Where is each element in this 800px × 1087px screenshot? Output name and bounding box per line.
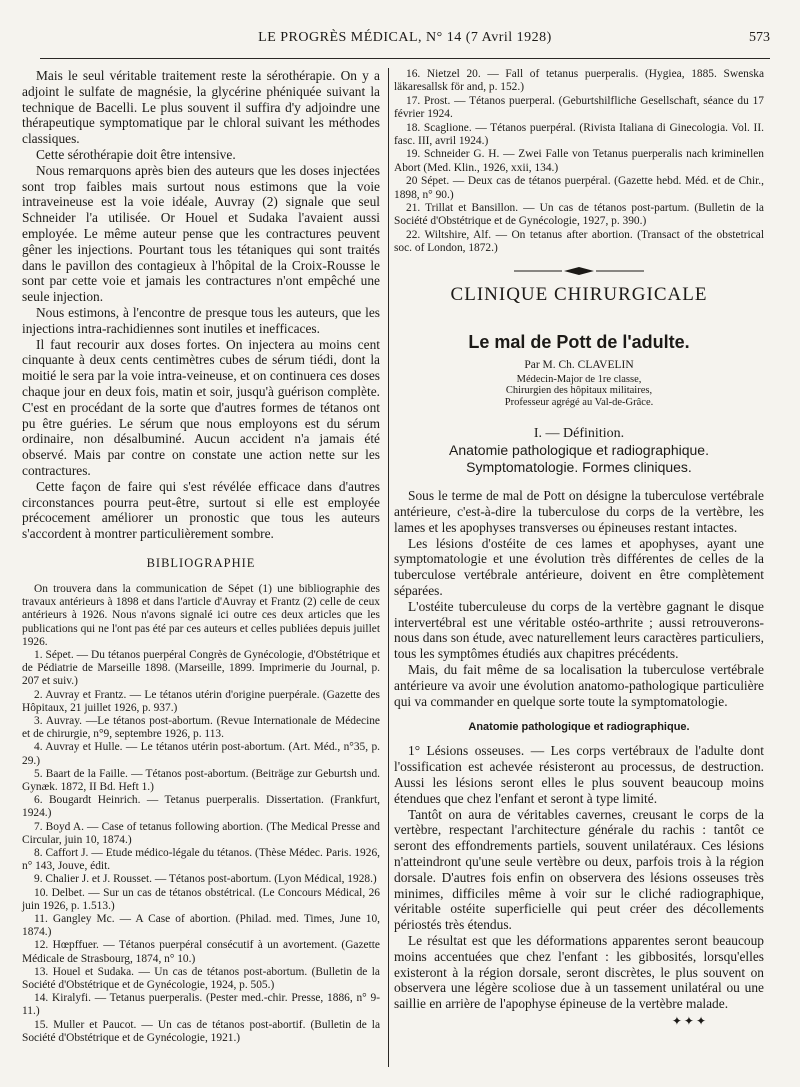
reference-item: 12. Hœpffuer. — Tétanos puerpéral consécutif à un avortement. (Gazette Médicale de Strasbourg, 1874, n° 10.) xyxy=(22,939,380,965)
body-paragraph: Il faut recourir aux doses fortes. On injectera au moins cent cinquante à deux cents centimètres cubes de sérum tiédi, dont la moitié le sera par la voie intra-veineuse, et on continuera ces doses chaque jour en deux fois, matin et soir, jusqu'à guérison complète. C'est en procédant de la sorte que d'autres formes de tétanos ont pu être guéries. Le sérum que nous employons est du sérum ordinaire, non désalbuminé. Aucun accident n'a jamais été observé. Mais par contre on constate une action nette sur les contractures. xyxy=(22,336,380,478)
reference-item: 20 Sépet. — Deux cas de tétanos puerpéral. (Gazette hebd. Méd. et de Chir., 1898, n° 90.) xyxy=(394,175,764,201)
body-paragraph: Mais, du fait même de sa localisation la tuberculose vertébrale antérieure va avoir une évolution anatomo-pathologique particulière qui va commander en quelque sorte toute la symptomatologie. xyxy=(394,661,764,709)
running-header xyxy=(40,30,770,50)
subheading: Symptomatologie. Formes cliniques. xyxy=(466,459,692,476)
body-paragraph: L'ostéite tuberculeuse du corps de la vertèbre gagnant le disque intervertébral est une véritable ostéo-arthrite ; aussi retrouverons-nous dans son étude, avec naturellement leurs caractères particuliers, tous les symptômes étudiés aux chapitres précédents. xyxy=(394,598,764,662)
reference-item: 21. Trillat et Bansillon. — Un cas de tétanos post-partum. (Bulletin de la Société d'Obstétrique et de Gynécologie, 1927, p. 390.) xyxy=(394,202,764,228)
end-ornament-icon: ✦✦✦ xyxy=(671,1013,708,1028)
reference-item: 11. Gangley Mc. — A Case of abortion. (Philad. med. Times, June 10, 1874.) xyxy=(22,912,380,939)
reference-item: 5. Baart de la Faille. — Tétanos post-abortum. (Beiträge zur Geburtsh und. Gynæk. 1872, II Bd. Heft 1.) xyxy=(22,767,380,793)
reference-list xyxy=(22,649,380,1045)
body-paragraph: Tantôt on aura de véritables cavernes, creusant le corps de la vertèbre, respectant l'architecture générale du rachis : tantôt ce seront des effondrements partiels, souvent unilatéraux. Ces lésions n'atteindront qu'une seule vertèbre ou deux, parfois trois à la région dorsale. D'autres fois enfin on observera des lésions osseuses très minimes, difficiles même à voir sur le cliché radiographique, véritable ostéite superficielle qui peut créer des décollements périostés très étendus. xyxy=(394,806,764,933)
byline: Par M. Ch. CLAVELIN xyxy=(524,358,634,371)
reference-item: 19. Schneider G. H. — Zwei Falle von Tetanus puerperalis nach kriminellen Abort (Med. Klin., 1926, xxii, 134.) xyxy=(394,148,764,174)
section-title: CLINIQUE CHIRURGICALE xyxy=(450,283,708,305)
reference-item: 1. Sépet. — Du tétanos puerpéral Congrès de Gynécologie, d'Obstétrique et de Pédiatrie de Marseille 1898. (Marseille, 1899. Imprimerie du Journal, p. 207 et suiv.) xyxy=(22,648,380,688)
reference-item: 22. Wiltshire, Alf. — On tetanus after abortion. (Transact of the obstetrical soc. of London, 1872.) xyxy=(394,228,764,255)
page-number: 573 xyxy=(749,30,770,45)
body-paragraph: Sous le terme de mal de Pott on désigne la tuberculose vertébrale antérieure, c'est-à-dire la tuberculose du corps de la vertèbre, les lames et les apophyses transverses ou épineuses restant intactes. xyxy=(394,488,764,535)
reference-item: 10. Delbet. — Sur un cas de tétanos obstétrical. (Le Concours Médical, 26 juin 1926, p. 1.513.) xyxy=(22,886,380,912)
body-paragraph: 1° Lésions osseuses. — Les corps vertébraux de l'adulte dont l'ossification est achevée résisteront au processus, de destruction. Aussi les lésions seront elles le plus souvent beaucoup moins étendues que chez l'enfant et seront à type limité. xyxy=(394,743,764,806)
reference-item: 15. Muller et Paucot. — Un cas de tétanos post-abortif. (Bulletin de la Société d'Obstétrique et de Gynécologie, 1921.) xyxy=(22,1018,380,1044)
body-paragraph: Cette façon de faire qui s'est révélée efficace dans d'autres circonstances pourra peut-être, surtout si elle est employée précocement améliorer un pronostic que tous les auteurs s'accordent à montrer particulièrement sombre. xyxy=(22,478,380,542)
reference-item: 14. Kiralyfi. — Tetanus puerperalis. (Pester med.-chir. Presse, 1886, n° 9-11.) xyxy=(22,992,380,1018)
reference-item: 9. Chalier J. et J. Rousset. — Tétanos post-abortum. (Lyon Médical, 1928.) xyxy=(34,873,377,886)
body-paragraph: Nous remarquons après bien des auteurs que les doses injectées sont trop faibles mais surtout nous estimons que la voie intraveineuse est la voie idéale, Auvray (2) signale que seul Schneider l'a utilisée. Or Houel et Sudaka l'avaient aussi employée. Le même auteur pense que les contractures peuvent gêner les injections. Pourtant tous les tétaniques qui sont traités dans le pavillon des contagieux à l'hôpital de la Croix-Rousse le sont par cette voie et jamais les contractures n'ont empêché une seule injection. xyxy=(22,162,380,305)
reference-item: 8. Caffort J. — Etude médico-légale du tétanos. (Thèse Médec. Paris. 1926, n° 143, Jouve, édit. xyxy=(22,846,380,873)
part-heading: I. — Définition. xyxy=(533,426,625,442)
reference-item: 3. Auvray. —Le tétanos post-abortum. (Revue Internationale de Médecine et de chirurgie, n°9, septembre 1926, p. 113. xyxy=(22,714,380,741)
reference-item: 18. Scaglione. — Tétanos puerpéral. (Rivista Italiana di Ginecologia. Vol. II. fasc. III, avril 1924.) xyxy=(394,121,764,148)
author-affiliation: Médecin-Major de 1re classe, Chirurgien des hôpitaux militaires, Professeur agrégé au Val-de-Grâce. xyxy=(504,373,654,408)
left-column xyxy=(22,68,380,1045)
reference-item: 17. Prost. — Tétanos puerperal. (Geburtshilfliche Gesellschaft, séance du 17 février 1924. xyxy=(394,94,764,121)
article-title: Le mal de Pott de l'adulte. xyxy=(468,331,690,352)
column-rule xyxy=(388,68,389,1067)
running-title: LE PROGRÈS MÉDICAL, N° 14 (7 Avril 1928) xyxy=(258,30,552,45)
ornament-divider-icon xyxy=(394,264,764,276)
reference-item: 6. Bougardt Heinrich. — Tetanus puerperalis. Dissertation. (Frankfurt, 1924.) xyxy=(22,794,380,820)
subheading: Anatomie pathologique et radiographique. xyxy=(449,442,709,459)
bibliography-intro: On trouvera dans la communication de Sépet (1) une bibliographie des travaux antérieurs à 1898 et dans l'article d'Auvray et Frantz (2) celle de ceux antérieurs à 1926. Nous n'avons signalé ici outre ces deux articles que les publications qui ne l'ont pas été par ces auteurs et celles publiées depuis juillet 1926. xyxy=(22,582,380,648)
reference-list-continued xyxy=(394,68,764,256)
body-paragraph: Mais le seul véritable traitement reste la sérothérapie. On y a adjoint le sulfate de magnésie, la glycérine phéniquée suivant la technique de Bacelli. Le plus souvent il suffira d'y adjoindre une thérapeutique symptomatique par le chloral suivant les méthodes classiques. xyxy=(22,68,380,147)
reference-item: 16. Nietzel 20. — Fall of tetanus puerperalis. (Hygiea, 1885. Swenska läkaresallsk för and, p. 152.) xyxy=(394,68,764,94)
reference-item: 7. Boyd A. — Case of tetanus following abortion. (The Medical Presse and Circular, juin 10, 1874.) xyxy=(22,820,380,846)
body-paragraph: Le résultat est que les déformations apparentes seront beaucoup moins accentuées que chez l'enfant : les gibbosités, lorsqu'elles existeront à la région dorsale, seront discrètes, le plus souvent on observera une légère scoliose due à un tassement unilatéral ou une saillie en arrière de l'apophyse épineuse de la vertèbre malade. xyxy=(394,932,764,1012)
small-heading: Anatomie pathologique et radiographique. xyxy=(468,721,690,734)
body-paragraph: Nous estimons, à l'encontre de presque tous les auteurs, que les injections intra-rachidiennes sont inutiles et inefficaces. xyxy=(22,304,380,336)
right-column xyxy=(394,68,764,1029)
reference-item: 2. Auvray et Frantz. — Le tétanos utérin d'origine puerpérale. (Gazette des Hôpitaux, 21 juillet 1926, p. 937.) xyxy=(22,688,380,714)
reference-item: 4. Auvray et Hulle. — Le tétanos utérin post-abortum. (Art. Méd., n°35, p. 29.) xyxy=(22,741,380,767)
bibliography-title: BIBLIOGRAPHIE xyxy=(146,555,256,570)
body-paragraph: Les lésions d'ostéite de ces lames et apophyses, ayant une symptomatologie et une évolution très différentes de celles de la tuberculose vertébrale antérieure, doivent en être complètement séparées. xyxy=(394,535,764,598)
body-paragraph: Cette sérothérapie doit être intensive. xyxy=(36,146,236,162)
header-rule xyxy=(40,58,770,59)
reference-item: 13. Houel et Sudaka. — Un cas de tétanos post-abortum. (Bulletin de la Société d'Obstétrique et de Gynécologie, 1924, p. 505.) xyxy=(22,965,380,991)
